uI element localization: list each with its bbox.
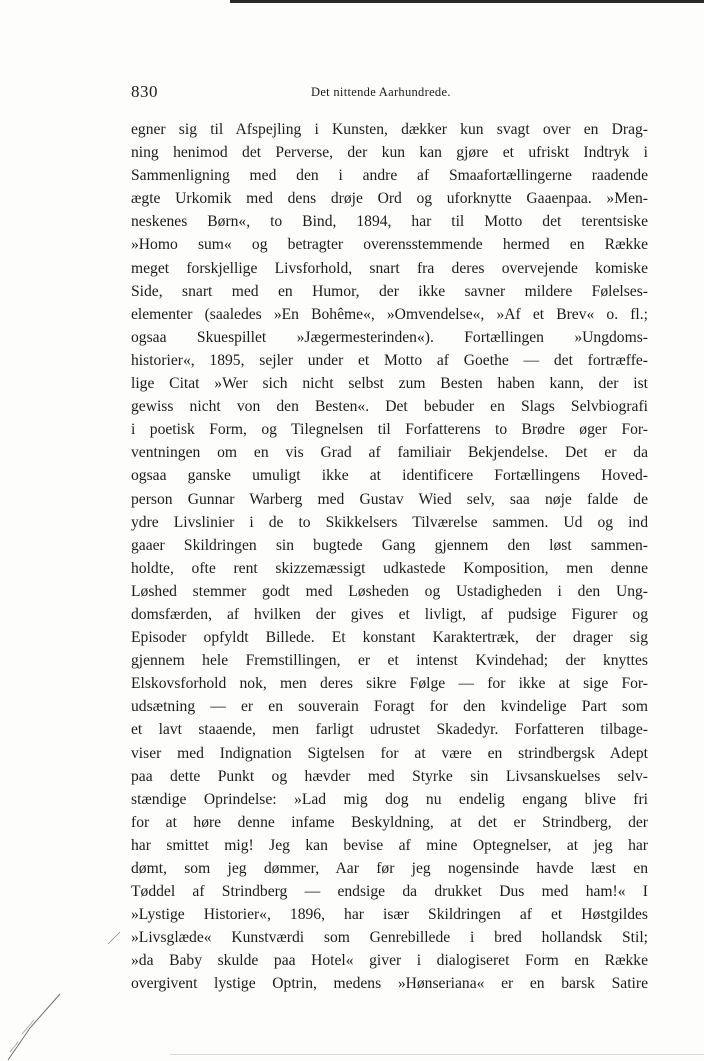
text-line: neskenes Børn«, to Bind, 1894, har til Motto det terentsiske — [131, 213, 648, 231]
text-line: viser med Indignation Sigtelsen for at være en strindbergsk Adept — [131, 744, 648, 762]
text-line: holdte, ofte rent skizzemæssigt udkastede Komposition, men denne — [131, 559, 648, 577]
text-line: gewiss nicht von den Besten«. Det bebuder en Slags Selvbiografi — [131, 398, 648, 416]
text-line: ogsaa ganske umuligt ikke at identificere Fortællingens Hoved- — [131, 467, 648, 485]
text-line: Løshed stemmer godt med Løsheden og Ustadigheden i den Ung- — [131, 582, 648, 600]
text-line: stændige Oprindelse: »Lad mig dog nu endelig engang blive fri — [131, 790, 648, 808]
text-line: gjennem hele Fremstillingen, er et intenst Kvindehad; der knyttes — [131, 652, 648, 670]
text-line: et lavt staaende, men farligt udrustet Skadedyr. Forfatteren tilbage- — [131, 721, 648, 739]
text-line: paa dette Punkt og hævder med Styrke sin Livsanskuelses selv- — [131, 767, 648, 785]
margin-pencil-marks — [0, 930, 130, 1061]
text-line: »Livsglæde« Kunstværdi som Genrebillede i bred hollandsk Stil; — [131, 929, 648, 947]
text-line: Tøddel af Strindberg — endsige da drukket Dus med ham!« I — [131, 883, 648, 901]
text-line: Sammenligning med den i andre af Smaafortællingerne raadende — [131, 167, 648, 185]
text-line: ogsaa Skuespillet »Jægermesterinden«). Fortællingen »Ungdoms- — [131, 328, 648, 346]
text-line: person Gunnar Warberg med Gustav Wied selv, saa nøje falde de — [131, 490, 648, 508]
text-line: elementer (saaledes »En Bohême«, »Omvendelse«, »Af et Brev« o. fl.; — [131, 305, 648, 323]
running-title: Det nittende Aarhundrede. — [311, 85, 451, 99]
body-text — [131, 118, 648, 996]
text-line: Elskovsforhold nok, men deres sikre Følge — for ikke at sige For- — [131, 675, 648, 693]
text-line: har smittet mig! Jeg kan bevise af mine Optegnelser, at jeg har — [131, 836, 648, 854]
text-line: Episoder opfyldt Billede. Et konstant Karaktertræk, der drager sig — [131, 629, 648, 647]
text-line: lige Citat »Wer sich nicht selbst zum Besten haben kann, der ist — [131, 375, 648, 393]
text-line: dømt, som jeg dømmer, Aar før jeg nogensinde havde læst en — [131, 860, 648, 877]
page-number: 830 — [131, 82, 158, 101]
text-line: meget forskjellige Livsforhold, snart fra deres overvejende komiske — [131, 259, 648, 277]
text-line: »Homo sum« og betragter overensstemmende hermed en Række — [131, 236, 648, 254]
text-line: ning henimod det Perverse, der kun kan gjøre et ufriskt Indtryk i — [131, 144, 648, 162]
text-line: overgivent lystige Optrin, medens »Hønseriana« er en barsk Satire — [131, 975, 648, 993]
text-line: i poetisk Form, og Tilegnelsen til Forfatterens to Brødre øger For- — [131, 421, 648, 439]
page-header — [131, 82, 648, 106]
text-line: ventningen om en vis Grad af familiair Bekjendelse. Det er da — [131, 444, 648, 462]
text-line: ydre Livslinier i de to Skikkelsers Tilværelse sammen. Ud og ind — [131, 513, 648, 531]
top-edge-rule — [230, 0, 704, 3]
text-line: »Lystige Historier«, 1896, har især Skildringen af et Høstgildes — [131, 906, 648, 924]
text-line: ægte Urkomik med dens drøje Ord og uforknytte Gaaenpaa. »Men- — [131, 190, 648, 208]
text-line: domsfærden, af hvilken der gives et livligt, af pudsige Figurer og — [131, 605, 648, 623]
text-line: historier«, 1895, sejler under et Motto af Goethe — det fortræffe- — [131, 351, 648, 369]
text-line: gaaer Skildringen sin bugtede Gang gjennem den løst sammen- — [131, 536, 648, 554]
text-line: Side, snart med en Humor, der ikke savner mildere Følelses- — [131, 282, 648, 300]
text-line: udsætning — er en souverain Foragt for den kvindelige Part som — [131, 698, 648, 716]
text-line: »da Baby skulde paa Hotel« giver i dialogiseret Form en Række — [131, 952, 648, 970]
text-line: egner sig til Afspejling i Kunsten, dækker kun svagt over en Drag- — [131, 121, 648, 138]
text-line: for at høre denne infame Beskyldning, at det er Strindberg, der — [131, 813, 648, 831]
bottom-edge-shadow — [170, 1054, 704, 1055]
